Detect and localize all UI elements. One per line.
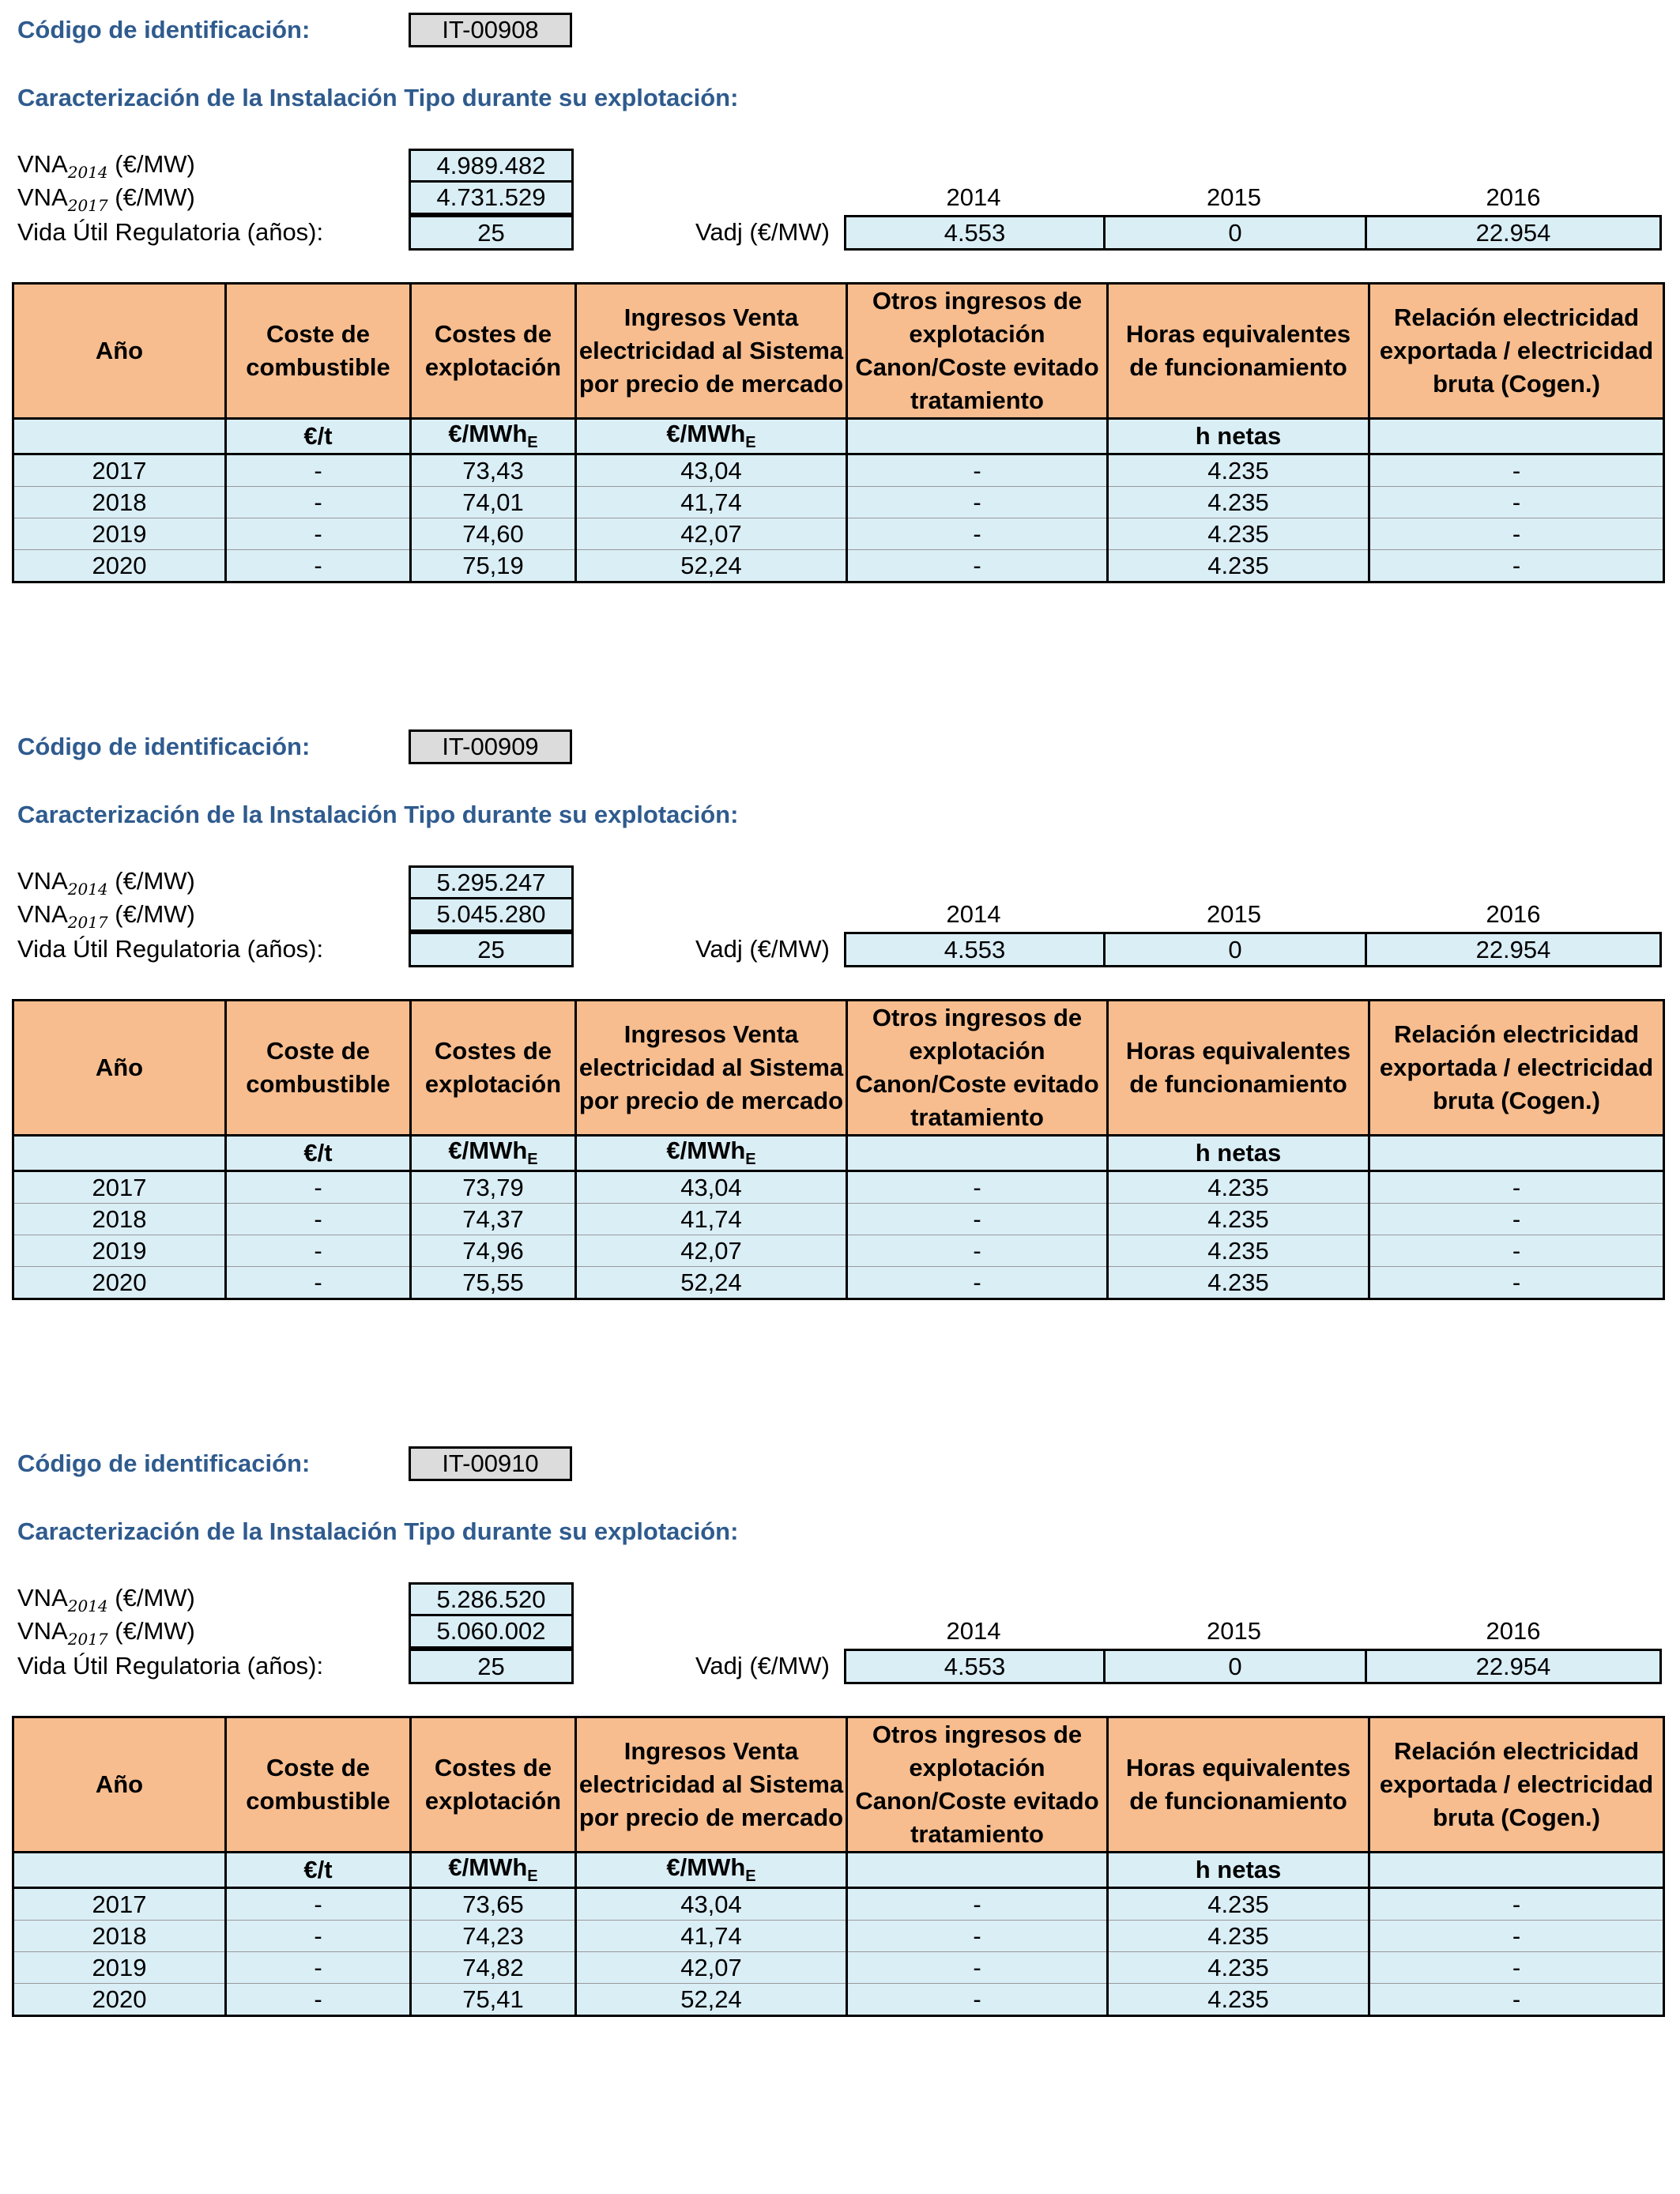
cell-horas-equivalentes: 4.235 [1108, 1235, 1369, 1267]
vna2017-value: 4.731.529 [409, 183, 574, 215]
code-label: Código de identificación: [17, 16, 311, 43]
cell-otros-ingresos: - [847, 1267, 1108, 1299]
year-2015-label: 2015 [1207, 183, 1261, 211]
cell-coste-combustible: - [226, 1888, 411, 1921]
vadj-2015: 0 [1106, 217, 1367, 248]
vida-util-label: Vida Útil Regulatoria (años): [17, 935, 324, 963]
unit-cell [13, 1136, 226, 1171]
header-horas-equivalentes: Horas equivalentes de funcionamiento [1108, 1717, 1369, 1853]
table-row [13, 1984, 1664, 2016]
cell-relacion-electricidad: - [1369, 487, 1664, 518]
unit-cell [13, 419, 226, 454]
cell-ano: 2017 [13, 1888, 226, 1921]
header-relacion-electricidad: Relación electricidad exportada / electricidad bruta (Cogen.) [1369, 1717, 1664, 1853]
cell-relacion-electricidad: - [1369, 1984, 1664, 2016]
cell-horas-equivalentes: 4.235 [1108, 518, 1369, 550]
cell-otros-ingresos: - [847, 550, 1108, 582]
table-units-row [13, 1136, 1664, 1171]
unit-cell: h netas [1108, 1136, 1369, 1171]
header-otros-ingresos: Otros ingresos de explotación Canon/Coste evitado tratamiento [847, 1001, 1108, 1136]
cell-otros-ingresos: - [847, 518, 1108, 550]
cell-horas-equivalentes: 4.235 [1108, 1921, 1369, 1952]
cell-relacion-electricidad: - [1369, 1204, 1664, 1235]
header-relacion-electricidad: Relación electricidad exportada / electricidad bruta (Cogen.) [1369, 284, 1664, 419]
cell-ingresos-venta: 41,74 [576, 1204, 847, 1235]
cell-ingresos-venta: 43,04 [576, 1888, 847, 1921]
cell-ano: 2019 [13, 1235, 226, 1267]
vna2017-value: 5.045.280 [409, 899, 574, 932]
vadj-2014: 4.553 [846, 934, 1106, 965]
header-ingresos-venta: Ingresos Venta electricidad al Sistema por precio de mercado [576, 1717, 847, 1853]
vna2014-value: 4.989.482 [409, 149, 574, 183]
vadj-2016: 22.954 [1475, 936, 1551, 963]
cell-coste-combustible: - [226, 1984, 411, 2016]
vadj-2014: 4.553 [846, 1651, 1106, 1682]
cell-relacion-electricidad: - [1369, 1921, 1664, 1952]
year-2016-label: 2016 [1486, 900, 1541, 928]
cell-coste-combustible: - [226, 1204, 411, 1235]
cell-otros-ingresos: - [847, 1235, 1108, 1267]
vadj-2015: 0 [1106, 1651, 1367, 1682]
cell-relacion-electricidad: - [1369, 1952, 1664, 1984]
unit-cell [1369, 419, 1664, 454]
vna2014-value: 5.295.247 [409, 865, 574, 899]
cell-relacion-electricidad: - [1369, 518, 1664, 550]
cell-ingresos-venta: 41,74 [576, 487, 847, 518]
cell-costes-explotacion: 73,79 [411, 1171, 576, 1204]
cell-ingresos-venta: 42,07 [576, 1952, 847, 1984]
cell-ano: 2017 [13, 454, 226, 487]
cell-costes-explotacion: 74,60 [411, 518, 576, 550]
table-row [13, 454, 1664, 487]
section-title: Caracterización de la Instalación Tipo durante su explotación: [17, 84, 739, 111]
unit-cell: €/MWh$_E$ [411, 1853, 576, 1888]
table-header-row [13, 1717, 1664, 1853]
code-label: Código de identificación: [17, 1449, 311, 1477]
table-row [13, 550, 1664, 582]
unit-cell [847, 419, 1108, 454]
cell-ingresos-venta: 42,07 [576, 1235, 847, 1267]
vadj-2016: 22.954 [1475, 219, 1551, 247]
cell-otros-ingresos: - [847, 1952, 1108, 1984]
table-row [13, 1952, 1664, 1984]
year-2016-label: 2016 [1486, 1617, 1541, 1645]
data-table [12, 1716, 1665, 2017]
cell-ano: 2020 [13, 1267, 226, 1299]
year-2015-label: 2015 [1207, 900, 1261, 928]
year-2015-label: 2015 [1207, 1617, 1261, 1645]
vida-util-label: Vida Útil Regulatoria (años): [17, 218, 324, 246]
cell-ano: 2020 [13, 1984, 226, 2016]
unit-cell [847, 1136, 1108, 1171]
data-table [12, 999, 1665, 1300]
header-costes-explotacion: Costes de explotación [411, 1717, 576, 1853]
installation-block [0, 1434, 1680, 2050]
cell-coste-combustible: - [226, 1952, 411, 1984]
cell-costes-explotacion: 73,65 [411, 1888, 576, 1921]
header-ingresos-venta: Ingresos Venta electricidad al Sistema por precio de mercado [576, 284, 847, 419]
header-horas-equivalentes: Horas equivalentes de funcionamiento [1108, 284, 1369, 419]
cell-ingresos-venta: 43,04 [576, 454, 847, 487]
installation-block [0, 717, 1680, 1333]
unit-cell: €/t [226, 419, 411, 454]
table-header-row [13, 284, 1664, 419]
cell-horas-equivalentes: 4.235 [1108, 487, 1369, 518]
cell-ingresos-venta: 41,74 [576, 1921, 847, 1952]
vadj-2015: 0 [1106, 934, 1367, 965]
cell-relacion-electricidad: - [1369, 550, 1664, 582]
table-header-row [13, 1001, 1664, 1136]
vida-util-value: 25 [409, 215, 574, 251]
cell-ingresos-venta: 52,24 [576, 1267, 847, 1299]
header-ingresos-venta: Ingresos Venta electricidad al Sistema por precio de mercado [576, 1001, 847, 1136]
table-row [13, 1235, 1664, 1267]
cell-relacion-electricidad: - [1369, 1267, 1664, 1299]
year-2014-label: 2014 [946, 1617, 1001, 1645]
unit-cell: €/MWh$_E$ [576, 1853, 847, 1888]
cell-costes-explotacion: 74,23 [411, 1921, 576, 1952]
cell-ano: 2018 [13, 1204, 226, 1235]
year-2016-label: 2016 [1486, 183, 1541, 211]
cell-coste-combustible: - [226, 487, 411, 518]
table-body [13, 1888, 1664, 2016]
cell-otros-ingresos: - [847, 1204, 1108, 1235]
cell-relacion-electricidad: - [1369, 1235, 1664, 1267]
cell-costes-explotacion: 74,01 [411, 487, 576, 518]
cell-ano: 2020 [13, 550, 226, 582]
vna2017-value: 5.060.002 [409, 1616, 574, 1649]
vida-util-value: 25 [409, 1649, 574, 1684]
cell-relacion-electricidad: - [1369, 1888, 1664, 1921]
cell-horas-equivalentes: 4.235 [1108, 1984, 1369, 2016]
header-otros-ingresos: Otros ingresos de explotación Canon/Coste evitado tratamiento [847, 1717, 1108, 1853]
vadj-values [844, 215, 1662, 251]
table-row [13, 1171, 1664, 1204]
table-row [13, 1888, 1664, 1921]
cell-otros-ingresos: - [847, 1171, 1108, 1204]
header-coste-combustible: Coste de combustible [226, 1001, 411, 1136]
vadj-values [844, 932, 1662, 967]
vna2014-value: 5.286.520 [409, 1582, 574, 1616]
cell-relacion-electricidad: - [1369, 454, 1664, 487]
unit-cell: €/t [226, 1853, 411, 1888]
cell-ano: 2018 [13, 1921, 226, 1952]
cell-coste-combustible: - [226, 1235, 411, 1267]
code-value: IT-00909 [409, 729, 572, 764]
vna2017-label: $VNA_{2017}$ (€/MW) [17, 900, 195, 933]
cell-ano: 2019 [13, 1952, 226, 1984]
cell-coste-combustible: - [226, 1267, 411, 1299]
vna2014-label: $VNA_{2014}$ (€/MW) [17, 867, 195, 899]
unit-cell: €/MWh$_E$ [411, 419, 576, 454]
cell-costes-explotacion: 73,43 [411, 454, 576, 487]
header-costes-explotacion: Costes de explotación [411, 1001, 576, 1136]
cell-horas-equivalentes: 4.235 [1108, 454, 1369, 487]
cell-costes-explotacion: 75,19 [411, 550, 576, 582]
vna2014-label: $VNA_{2014}$ (€/MW) [17, 150, 195, 183]
cell-horas-equivalentes: 4.235 [1108, 1171, 1369, 1204]
vadj-2016: 22.954 [1475, 1653, 1551, 1680]
table-row [13, 518, 1664, 550]
cell-horas-equivalentes: 4.235 [1108, 1952, 1369, 1984]
unit-cell: €/MWh$_E$ [576, 1136, 847, 1171]
header-coste-combustible: Coste de combustible [226, 284, 411, 419]
cell-otros-ingresos: - [847, 1921, 1108, 1952]
header-horas-equivalentes: Horas equivalentes de funcionamiento [1108, 1001, 1369, 1136]
header-ano: Año [13, 1717, 226, 1853]
cell-ano: 2018 [13, 487, 226, 518]
unit-cell [1369, 1136, 1664, 1171]
cell-otros-ingresos: - [847, 1888, 1108, 1921]
vadj-label: Vadj (€/MW) [695, 218, 830, 246]
cell-otros-ingresos: - [847, 1984, 1108, 2016]
code-label: Código de identificación: [17, 733, 311, 760]
installation-block [0, 0, 1680, 616]
cell-horas-equivalentes: 4.235 [1108, 1204, 1369, 1235]
vida-util-label: Vida Útil Regulatoria (años): [17, 1652, 324, 1679]
cell-relacion-electricidad: - [1369, 1171, 1664, 1204]
cell-otros-ingresos: - [847, 454, 1108, 487]
cell-ingresos-venta: 52,24 [576, 1984, 847, 2016]
table-body [13, 454, 1664, 582]
unit-cell [1369, 1853, 1664, 1888]
vna2017-label: $VNA_{2017}$ (€/MW) [17, 183, 195, 216]
cell-ano: 2017 [13, 1171, 226, 1204]
cell-horas-equivalentes: 4.235 [1108, 1888, 1369, 1921]
unit-cell: €/MWh$_E$ [576, 419, 847, 454]
header-ano: Año [13, 1001, 226, 1136]
header-coste-combustible: Coste de combustible [226, 1717, 411, 1853]
table-row [13, 1921, 1664, 1952]
vadj-label: Vadj (€/MW) [695, 1652, 830, 1679]
table-units-row [13, 1853, 1664, 1888]
cell-costes-explotacion: 74,82 [411, 1952, 576, 1984]
header-otros-ingresos: Otros ingresos de explotación Canon/Coste evitado tratamiento [847, 284, 1108, 419]
vadj-2014: 4.553 [846, 217, 1106, 248]
vadj-values [844, 1649, 1662, 1684]
unit-cell: €/t [226, 1136, 411, 1171]
table-row [13, 487, 1664, 518]
cell-coste-combustible: - [226, 518, 411, 550]
table-row [13, 1204, 1664, 1235]
vida-util-value: 25 [409, 932, 574, 967]
cell-costes-explotacion: 74,96 [411, 1235, 576, 1267]
code-value: IT-00910 [409, 1446, 572, 1481]
cell-ingresos-venta: 42,07 [576, 518, 847, 550]
table-body [13, 1171, 1664, 1299]
cell-coste-combustible: - [226, 550, 411, 582]
unit-cell [847, 1853, 1108, 1888]
header-relacion-electricidad: Relación electricidad exportada / electricidad bruta (Cogen.) [1369, 1001, 1664, 1136]
cell-costes-explotacion: 75,55 [411, 1267, 576, 1299]
section-title: Caracterización de la Instalación Tipo durante su explotación: [17, 1517, 739, 1545]
header-costes-explotacion: Costes de explotación [411, 284, 576, 419]
cell-ingresos-venta: 43,04 [576, 1171, 847, 1204]
unit-cell: h netas [1108, 1853, 1369, 1888]
cell-coste-combustible: - [226, 454, 411, 487]
cell-costes-explotacion: 75,41 [411, 1984, 576, 2016]
vna2017-label: $VNA_{2017}$ (€/MW) [17, 1617, 195, 1649]
cell-coste-combustible: - [226, 1921, 411, 1952]
unit-cell: €/MWh$_E$ [411, 1136, 576, 1171]
unit-cell [13, 1853, 226, 1888]
table-units-row [13, 419, 1664, 454]
cell-ingresos-venta: 52,24 [576, 550, 847, 582]
cell-horas-equivalentes: 4.235 [1108, 1267, 1369, 1299]
cell-coste-combustible: - [226, 1171, 411, 1204]
data-table [12, 282, 1665, 583]
cell-horas-equivalentes: 4.235 [1108, 550, 1369, 582]
cell-otros-ingresos: - [847, 487, 1108, 518]
vadj-label: Vadj (€/MW) [695, 935, 830, 963]
section-title: Caracterización de la Instalación Tipo durante su explotación: [17, 801, 739, 828]
year-2014-label: 2014 [946, 900, 1001, 928]
year-2014-label: 2014 [946, 183, 1001, 211]
cell-ano: 2019 [13, 518, 226, 550]
unit-cell: h netas [1108, 419, 1369, 454]
vna2014-label: $VNA_{2014}$ (€/MW) [17, 1584, 195, 1616]
header-ano: Año [13, 284, 226, 419]
cell-costes-explotacion: 74,37 [411, 1204, 576, 1235]
code-value: IT-00908 [409, 13, 572, 47]
table-row [13, 1267, 1664, 1299]
